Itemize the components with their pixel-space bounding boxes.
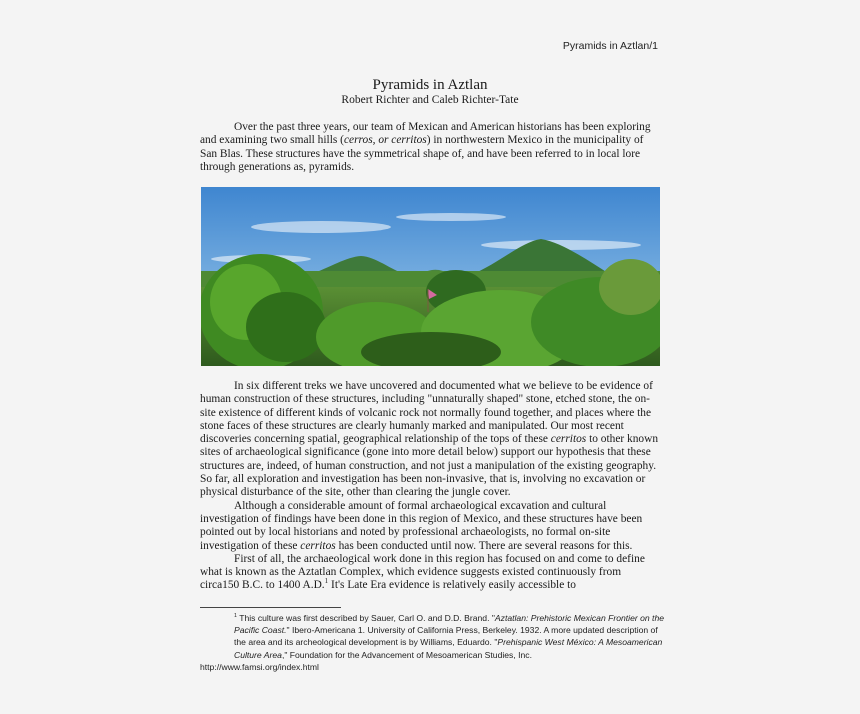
pyramid-hills-photo [201, 187, 660, 366]
footnote-text [200, 612, 670, 661]
footnote-reference[interactable]: 1 [324, 577, 329, 586]
document-title: Pyramids in Aztlan [372, 77, 488, 93]
formal-text-1: Although a considerable amount of formal archaeological excavation and cultural investigation of findings have been done in this region of Mexico, and these structures have been pointed out by local historians and noted by professional archaeologists, no formal on-site investigation of these [200, 499, 643, 552]
treks-paragraph [200, 380, 660, 500]
running-header: Pyramids in Aztlan/1 [562, 40, 658, 52]
intro-paragraph-block [200, 121, 660, 174]
footnote-divider [200, 607, 341, 608]
footnote-number: 1 [234, 613, 237, 620]
footnote [200, 612, 670, 673]
first-text-2: It's Late Era evidence is relatively easily accessible to [328, 579, 576, 592]
treks-text-2: to other known sites of archaeological significance (gone into more detail below) support our hypothesis that these structures are, indeed, of human construction, and not just a manipulation of the existing geography. So far, all exploration and investigation has been non-invasive, that is, involving no excavation or physical disturbance of the site, other than clearing the jungle cover. [200, 433, 659, 499]
footnote-text-2: " Ibero-Americana 1. University of California Press, Berkeley. 1932. A more updated description of the area and its archeological development is by Williams, Eduardo. " [234, 625, 658, 648]
footnote-url[interactable]: http://www.famsi.org/index.html [200, 661, 319, 672]
first-text-1: First of all, the archaeological work done in this region has focused on and come to define what is known as the Aztatlan Complex, which evidence suggests existed continuously from circa150 B.C. to 1400 A.D. [200, 552, 645, 592]
formal-text-2: has been conducted until now. There are several reasons for this. [335, 539, 633, 552]
treks-italic-term: cerritos [550, 433, 587, 446]
footnote-text-3: ," Foundation for the Advancement of Mesoamerican Studies, Inc. [281, 649, 532, 660]
footnote-italic-title-2: Prehispanic West México: A Mesoamerican Culture Area [234, 637, 663, 660]
formal-italic-term: cerritos [300, 539, 336, 552]
footnote-italic-title-1: Aztatlan: Prehistoric Mexican Frontier on the Pacific Coast. [234, 613, 665, 636]
body-paragraphs [200, 380, 660, 593]
intro-text-1: Over the past three years, our team of Mexican and American historians has been exploring and examining two small hills ( [200, 121, 651, 147]
footnote-text-1: This culture was first described by Sauer, Carl O. and D.D. Brand. " [236, 613, 495, 623]
first-of-all-paragraph [200, 553, 660, 593]
document-authors: Robert Richter and Caleb Richter-Tate [341, 94, 519, 106]
intro-text-2: ) in northwestern Mexico in the municipality of San Blas. These structures have the symmetrical shape of, and have been referred to in local lore through generations as, pyramids. [200, 134, 644, 173]
intro-italic-term: cerros, or cerritos [343, 134, 427, 147]
treks-text-1: In six different treks we have uncovered and documented what we believe to be evidence of human construction of these structures, including "unnaturally shaped" stone, etched stone, the on-site existence of different kinds of volcanic rock not normally found together, and places where the stone faces of these structures are clearly humanly marked and manipulated. Our most recent discoveries concerning spatial, geographical relationship of the tops of these [200, 380, 653, 446]
formal-investigation-paragraph [200, 500, 660, 553]
intro-paragraph [200, 121, 660, 174]
